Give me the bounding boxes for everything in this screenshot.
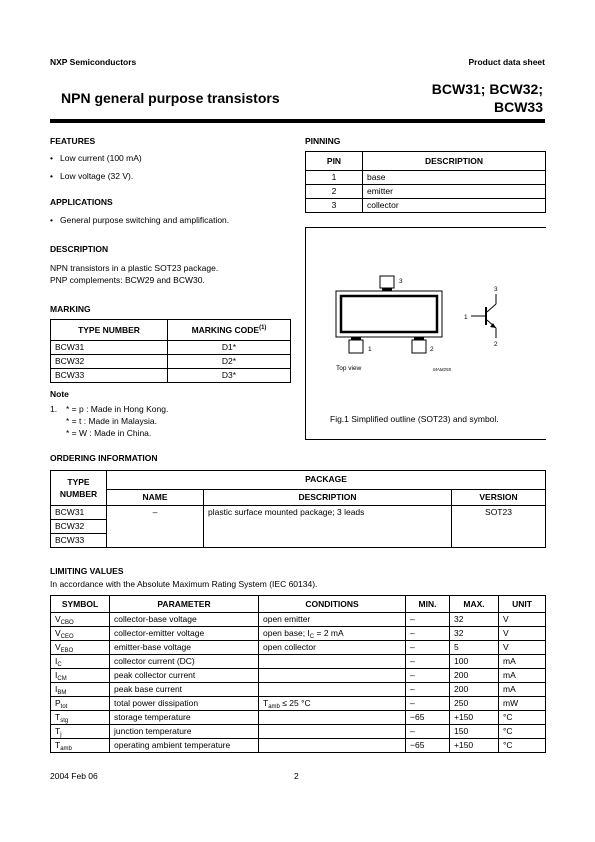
pinning-heading: PINNING [305,136,341,146]
limit-max: 150 [450,725,499,739]
pin-number: 2 [306,185,363,199]
ordering-version: SOT23 [452,506,546,548]
marking-code: D3* [168,369,291,383]
limit-min: – [406,613,450,627]
limit-conditions [259,669,406,683]
figure-caption: Fig.1 Simplified outline (SOT23) and symbol. [330,414,499,424]
limit-cond-tail: = 2 mA [314,628,344,638]
limit-parameter: emitter-base voltage [110,641,259,655]
ordering-col-version: VERSION [452,489,546,505]
description-line: NPN transistors in a plastic SOT23 package. [50,263,219,273]
list-item: • General purpose switching and amplification. [50,214,290,226]
limit-symbol [51,697,110,711]
limit-conditions [259,683,406,697]
table-row [51,369,291,383]
limit-cond-text: open base; I [263,628,310,638]
sot23-figure [306,228,546,439]
marking-heading: MARKING [50,304,91,314]
limit-conditions [259,739,406,753]
pkg-pin1-label: 1 [368,346,372,353]
limit-cond-sub: C [309,634,315,640]
pkg-pin3-label: 3 [399,278,403,285]
limit-parameter: storage temperature [110,711,259,725]
limit-cond-sub: amb [268,704,280,710]
ordering-name: – [107,506,204,548]
limit-max: 200 [450,669,499,683]
table-row [306,199,546,213]
marking-type: BCW33 [51,369,168,383]
limit-min: – [406,655,450,669]
limit-symbol-main: V [55,642,61,652]
limit-max: +150 [450,739,499,753]
part-numbers-line1: BCW31; BCW32; [431,81,543,97]
header-rule [50,119,545,123]
figure-code: MAM255 [433,367,452,372]
ordering-col-name: NAME [107,489,204,505]
limit-conditions [259,627,406,641]
pinning-table [305,151,546,213]
list-item: • Low voltage (32 V). [50,170,290,182]
limit-symbol-main: P [55,698,61,708]
limit-symbol-sub: CM [57,676,67,682]
limit-symbol-sub: amb [60,746,72,752]
limit-symbol [51,655,110,669]
pin-description: emitter [363,185,546,199]
pinning-col-desc: DESCRIPTION [363,152,546,171]
doc-type: Product data sheet [468,57,545,67]
table-row [51,669,546,683]
limiting-col-max: MAX. [450,596,499,613]
lead-2 [412,340,426,353]
collector-line [487,304,496,312]
table-row [51,655,546,669]
limit-cond-text: open collector [263,642,316,652]
limit-unit: °C [499,711,546,725]
table-row [51,739,546,753]
marking-table [50,319,291,383]
marking-code: D1* [168,341,291,355]
limit-unit: °C [499,739,546,753]
limiting-heading: LIMITING VALUES [50,566,124,576]
limiting-col-min: MIN. [406,596,450,613]
limit-parameter: collector-emitter voltage [110,627,259,641]
limit-symbol [51,627,110,641]
limiting-col-symbol: SYMBOL [51,596,110,613]
table-row [51,683,546,697]
limit-unit: mA [499,669,546,683]
limit-parameter: peak base current [110,683,259,697]
table-row [306,185,546,199]
marking-note-lines [66,403,168,439]
marking-col-code-label: MARKING CODE [191,324,260,335]
limit-unit: V [499,641,546,655]
limit-max: +150 [450,711,499,725]
ordering-col-package: PACKAGE [107,471,546,490]
list-item: • Low current (100 mA) [50,152,290,164]
limit-symbol-sub: j [60,732,62,738]
table-row [51,627,546,641]
ordering-type: BCW31 [51,506,107,520]
limit-unit: V [499,613,546,627]
pin-description: base [363,171,546,185]
features-heading: FEATURES [50,136,96,146]
limit-unit: mA [499,683,546,697]
limiting-col-parameter: PARAMETER [110,596,259,613]
lead-2-stub [414,337,424,340]
ordering-table [50,470,546,548]
part-numbers [432,80,543,116]
limit-symbol-main: T [55,740,61,750]
limit-min: – [406,669,450,683]
sym-pin2-label: 2 [494,341,498,348]
sym-pin1-label: 1 [464,314,468,321]
limit-symbol-main: T [55,712,61,722]
limit-min: – [406,725,450,739]
note-line: * = p : Made in Hong Kong. [66,404,169,414]
limit-symbol-sub: stg [60,718,69,724]
limit-conditions [259,711,406,725]
limit-conditions [259,641,406,655]
pin-number: 3 [306,199,363,213]
limiting-table [50,595,546,753]
limit-min: – [406,697,450,711]
marking-note-num: 1. [50,404,58,414]
page-number: 2 [294,771,299,781]
limit-symbol-sub: CBO [60,620,74,626]
limit-cond-text: T [263,698,269,708]
limiting-col-unit: UNIT [499,596,546,613]
limit-unit: mW [499,697,546,711]
limit-max: 200 [450,683,499,697]
limit-symbol-main: I [55,670,58,680]
top-view-label: Top view [336,365,362,372]
marking-code: D2* [168,355,291,369]
limit-symbol-main: V [55,628,61,638]
marking-type: BCW32 [51,355,168,369]
lead-1 [349,340,363,353]
package-body-inner [341,296,437,332]
table-row [51,341,291,355]
features-list [50,152,290,188]
limit-symbol-main: T [55,726,61,736]
limit-symbol [51,683,110,697]
table-row [51,613,546,627]
limit-conditions [259,697,406,711]
limit-symbol [51,641,110,655]
limit-parameter: total power dissipation [110,697,259,711]
limit-max: 5 [450,641,499,655]
limit-min: – [406,683,450,697]
table-row [51,725,546,739]
package-body-outer [336,291,442,337]
applications-list [50,214,290,232]
note-line: * = W : Made in China. [66,428,152,438]
marking-col-code [168,320,291,341]
pinning-col-pin: PIN [306,152,363,171]
ordering-type: BCW32 [51,520,107,534]
limit-cond-text: open emitter [263,614,311,624]
limit-symbol-sub: CEO [60,634,74,640]
limit-max: 100 [450,655,499,669]
limit-cond-tail: ≤ 25 °C [279,698,311,708]
document-title: NPN general purpose transistors [61,90,280,106]
part-numbers-line2: BCW33 [493,99,543,115]
table-row [51,506,546,520]
footer-date: 2004 Feb 06 [50,771,98,781]
pin-description: collector [363,199,546,213]
limit-unit: mA [499,655,546,669]
marking-note-heading: Note [50,389,69,399]
limit-symbol-main: V [55,614,61,624]
ordering-type: BCW33 [51,534,107,548]
limit-max: 32 [450,613,499,627]
limit-parameter: peak collector current [110,669,259,683]
marking-note-ref: (1) [259,324,267,331]
ordering-col-type: TYPE NUMBER [51,471,107,506]
marking-col-type: TYPE NUMBER [51,320,168,341]
limit-max: 250 [450,697,499,711]
limit-symbol [51,613,110,627]
limit-symbol [51,711,110,725]
limit-min: – [406,641,450,655]
description-text [50,262,218,286]
figure-box [305,227,546,440]
limit-symbol-sub: EBO [60,648,74,654]
limiting-rows [51,613,546,753]
table-row [51,355,291,369]
ordering-col-desc: DESCRIPTION [204,489,452,505]
pin-number: 1 [306,171,363,185]
lead-1-stub [351,337,361,340]
limit-symbol [51,725,110,739]
limit-symbol-main: I [55,656,58,666]
limit-symbol-main: I [55,684,58,694]
limit-symbol [51,669,110,683]
limit-unit: V [499,627,546,641]
limit-symbol-sub: BM [57,690,67,696]
table-row [306,171,546,185]
limit-symbol-sub: C [57,662,62,668]
description-heading: DESCRIPTION [50,244,109,254]
description-line: PNP complements: BCW29 and BCW30. [50,275,205,285]
limit-parameter: operating ambient temperature [110,739,259,753]
ordering-heading: ORDERING INFORMATION [50,453,158,463]
limit-conditions [259,725,406,739]
limit-min: −65 [406,711,450,725]
marking-type: BCW31 [51,341,168,355]
lead-3 [380,276,394,288]
limit-parameter: collector current (DC) [110,655,259,669]
company-name: NXP Semiconductors [50,57,137,67]
ordering-description: plastic surface mounted package; 3 leads [204,506,452,548]
note-line: * = t : Made in Malaysia. [66,416,157,426]
sym-pin3-label: 3 [494,286,498,293]
limiting-col-conditions: CONDITIONS [259,596,406,613]
limit-conditions [259,613,406,627]
table-row [51,641,546,655]
limit-symbol-sub: tot [60,704,68,710]
lead-3-stub [382,288,392,291]
limiting-intro: In accordance with the Absolute Maximum Rating System (IEC 60134). [50,579,318,589]
applications-heading: APPLICATIONS [50,197,113,207]
limit-unit: °C [499,725,546,739]
pkg-pin2-label: 2 [430,346,434,353]
table-row [51,697,546,711]
limit-min: −65 [406,739,450,753]
limit-conditions [259,655,406,669]
limit-max: 32 [450,627,499,641]
limit-parameter: junction temperature [110,725,259,739]
limit-parameter: collector-base voltage [110,613,259,627]
limit-symbol [51,739,110,753]
limit-min: – [406,627,450,641]
table-row [51,711,546,725]
